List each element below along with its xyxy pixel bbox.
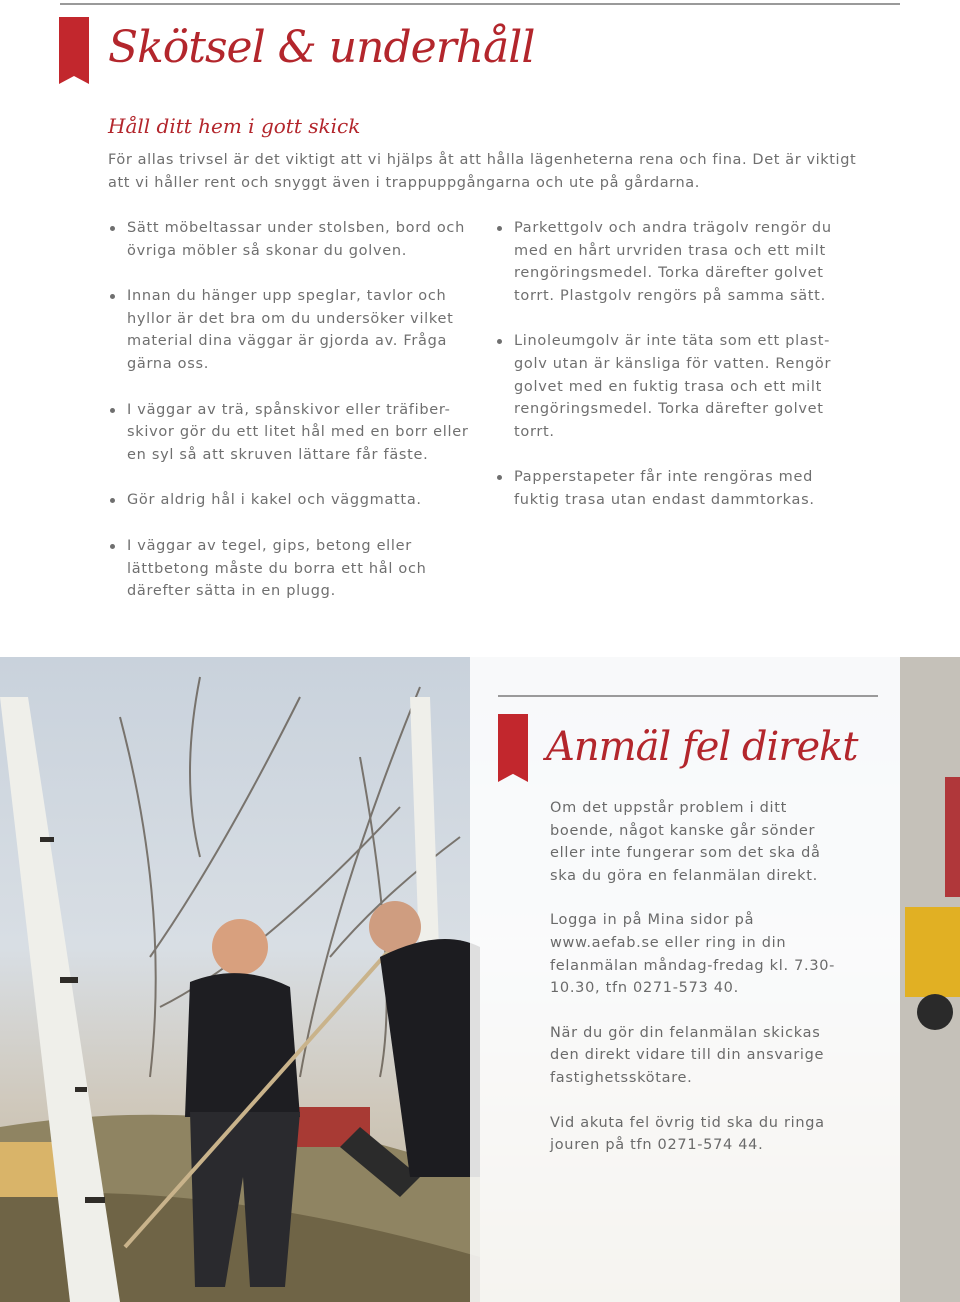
report-paragraph: Om det uppstår problem i ditt boende, något kanske går sönder eller inte fungerar som det ska då ska du göra en felanmälan direkt. <box>550 800 821 884</box>
bullet-icon <box>110 294 115 299</box>
bullet-icon <box>497 226 502 231</box>
list-item <box>108 535 480 603</box>
top-divider <box>60 3 900 5</box>
report-title: Anmäl fel direkt <box>546 724 858 770</box>
list-item <box>495 330 845 443</box>
list-item <box>108 489 480 512</box>
bookmark-ribbon-icon <box>498 714 528 782</box>
tips-list-right <box>495 217 845 535</box>
report-text <box>550 797 850 1179</box>
list-item <box>495 466 845 511</box>
tip-text: Linoleumgolv är inte täta som ett plast-golv utan är känsliga för vatten. Rengör golvet med en fuktig trasa och ett milt rengöringsmedel. Torka därefter golvet torrt. <box>514 333 832 440</box>
list-item <box>108 285 480 375</box>
tip-text: Sätt möbeltassar under stolsben, bord och övriga möbler så skonar du golven. <box>127 220 465 259</box>
report-paragraph: Logga in på Mina sidor på www.aefab.se eller ring in din felanmälan måndag-fredag kl. 7.30-10.30, tfn 0271-573 40. <box>550 912 836 997</box>
bookmark-ribbon-icon <box>59 17 89 84</box>
report-paragraph: När du gör din felanmälan skickas den direkt vidare till din ansvarige fastighetsskötare. <box>550 1024 825 1086</box>
intro-paragraph: För allas trivsel är det viktigt att vi hjälps åt att hålla lägenheterna rena och fina. Det är viktigt att vi håller rent och snyggt även i trappuppgångarna och ute på gårdarna. <box>108 152 857 191</box>
bullet-icon <box>497 339 502 344</box>
tip-text: I väggar av tegel, gips, betong eller lättbetong måste du borra ett hål och därefter sätta in en plugg. <box>127 537 427 600</box>
bullet-icon <box>110 226 115 231</box>
list-item <box>108 217 480 262</box>
tip-text: Innan du hänger upp speglar, tavlor och hyllor är det bra om du undersöker vilket material dina väggar är gjorda av. Fråga gärna oss. <box>127 288 454 372</box>
tip-text: Gör aldrig hål i kakel och väggmatta. <box>127 492 422 509</box>
bullet-icon <box>497 475 502 480</box>
section-subtitle: Håll ditt hem i gott skick <box>108 114 361 138</box>
bullet-icon <box>110 498 115 503</box>
bullet-icon <box>110 544 115 549</box>
tip-text: Papperstapeter får inte rengöras med fuktig trasa utan endast dammtorkas. <box>514 469 815 508</box>
list-item <box>495 217 845 307</box>
report-divider <box>498 695 878 697</box>
report-paragraph: Vid akuta fel övrig tid ska du ringa jouren på tfn 0271-574 44. <box>550 1114 825 1154</box>
tip-text: I väggar av trä, spånskivor eller träfiber-skivor gör du ett litet hål med en borr eller en syl så att skruven lättare får fäste. <box>127 401 469 463</box>
page-title: Skötsel & underhåll <box>108 22 535 73</box>
list-item <box>108 399 480 467</box>
tips-list-left <box>108 217 480 626</box>
tip-text: Parkettgolv och andra trägolv rengör du med en hårt urvriden trasa och ett milt rengöringsmedel. Torka därefter golvet torrt. Plastgolv rengörs på samma sätt. <box>514 220 832 304</box>
bullet-icon <box>110 408 115 413</box>
